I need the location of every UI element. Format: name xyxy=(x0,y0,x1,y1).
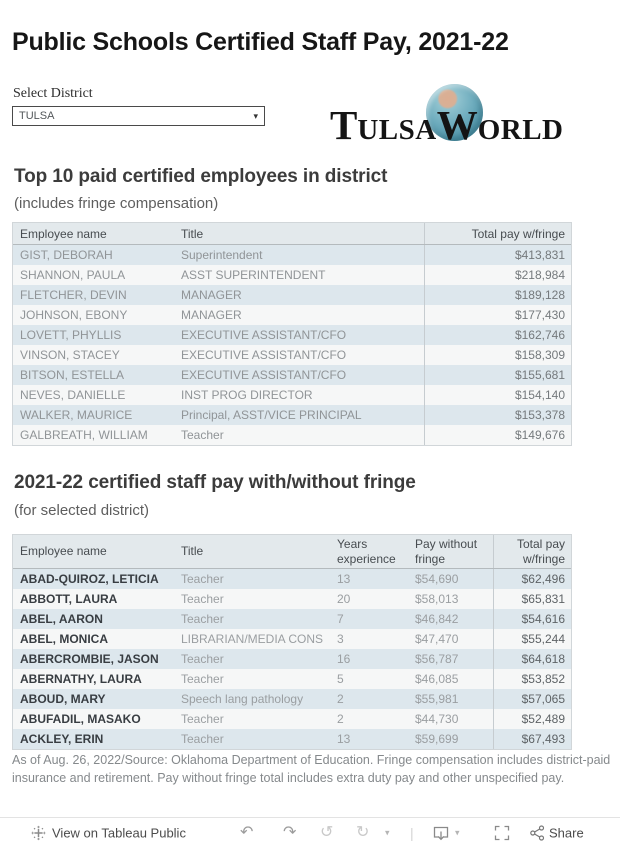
employee-name: GIST, DEBORAH xyxy=(20,248,113,262)
employee-pay: $413,831 xyxy=(424,245,571,265)
district-select-value: TULSA xyxy=(19,110,55,122)
employee-total-pay: $55,244 xyxy=(493,629,571,649)
employee-name: SHANNON, PAULA xyxy=(20,268,126,282)
top10-section-subtitle: (includes fringe compensation) xyxy=(14,195,219,212)
all-staff-section-subtitle: (for selected district) xyxy=(14,502,150,519)
all-staff-section-heading: 2021-22 certified staff pay with/without fringe xyxy=(14,472,416,493)
employee-pay: $155,681 xyxy=(424,365,571,385)
employee-name: LOVETT, PHYLLIS xyxy=(20,328,122,342)
employee-title: LIBRARIAN/MEDIA CONS xyxy=(181,632,324,646)
toolbar-menu-caret-icon[interactable]: ▾ xyxy=(385,827,390,837)
employee-pay: $162,746 xyxy=(424,325,571,345)
column-header-pay-without-fringe: Pay without fringe xyxy=(415,536,478,566)
table-row[interactable] xyxy=(13,729,571,749)
employee-pay: $149,676 xyxy=(424,425,571,445)
employee-name: ABERCROMBIE, JASON xyxy=(20,652,159,666)
employee-pay: $158,309 xyxy=(424,345,571,365)
all-staff-table-header xyxy=(13,535,571,569)
table-row[interactable] xyxy=(13,589,571,609)
column-header-employee-name: Employee name xyxy=(20,226,107,241)
employee-title: MANAGER xyxy=(181,288,242,302)
toolbar-divider: | xyxy=(410,824,414,841)
table-row[interactable] xyxy=(13,629,571,649)
employee-title: Teacher xyxy=(181,572,224,586)
table-row[interactable] xyxy=(13,709,571,729)
employee-years: 7 xyxy=(337,612,344,626)
district-filter-label: Select District xyxy=(13,86,93,101)
employee-pay-without-fringe: $56,787 xyxy=(415,652,459,666)
all-staff-table xyxy=(12,534,572,750)
employee-pay-without-fringe: $47,470 xyxy=(415,632,459,646)
employee-title: Teacher xyxy=(181,592,224,606)
employee-name: WALKER, MAURICE xyxy=(20,408,133,422)
view-on-tableau-public-link[interactable]: View on Tableau Public xyxy=(52,825,186,840)
employee-name: ABBOTT, LAURA xyxy=(20,592,118,606)
employee-name: JOHNSON, EBONY xyxy=(20,308,128,322)
employee-title: INST PROG DIRECTOR xyxy=(181,388,313,402)
table-row[interactable] xyxy=(13,669,571,689)
employee-name: ABUFADIL, MASAKO xyxy=(20,712,141,726)
employee-name: ABAD-QUIROZ, LETICIA xyxy=(20,572,159,586)
employee-name: VINSON, STACEY xyxy=(20,348,120,362)
employee-name: ABERNATHY, LAURA xyxy=(20,672,142,686)
table-row[interactable] xyxy=(13,569,571,589)
employee-title: Teacher xyxy=(181,428,224,442)
table-row[interactable] xyxy=(13,609,571,629)
employee-name: BITSON, ESTELLA xyxy=(20,368,125,382)
employee-name: ABEL, AARON xyxy=(20,612,103,626)
column-header-title: Title xyxy=(181,226,204,241)
employee-title: Speech lang pathology xyxy=(181,692,304,706)
employee-years: 13 xyxy=(337,732,351,746)
employee-pay: $189,128 xyxy=(424,285,571,305)
column-header-years-experience: Years experience xyxy=(337,536,396,566)
tulsa-world-logo-text xyxy=(330,102,564,148)
top10-table-header xyxy=(13,223,571,245)
employee-years: 2 xyxy=(337,692,344,706)
logo-letter: W xyxy=(436,102,478,148)
table-row[interactable] xyxy=(13,345,571,365)
employee-title: Teacher xyxy=(181,732,224,746)
employee-pay-without-fringe: $46,842 xyxy=(415,612,459,626)
redo-icon[interactable]: ↷ xyxy=(283,823,297,841)
employee-pay: $177,430 xyxy=(424,305,571,325)
employee-pay: $154,140 xyxy=(424,385,571,405)
employee-years: 16 xyxy=(337,652,351,666)
employee-title: EXECUTIVE ASSISTANT/CFO xyxy=(181,328,347,342)
employee-name: NEVES, DANIELLE xyxy=(20,388,126,402)
employee-title: Teacher xyxy=(181,652,224,666)
employee-total-pay: $62,496 xyxy=(493,569,571,589)
download-caret-icon[interactable]: ▾ xyxy=(455,827,460,837)
reset-icon[interactable]: ↺ xyxy=(320,823,334,841)
table-row[interactable] xyxy=(13,365,571,385)
employee-title: ASST SUPERINTENDENT xyxy=(181,268,326,282)
employee-total-pay: $54,616 xyxy=(493,609,571,629)
logo-letters: ORLD xyxy=(477,114,564,146)
share-icon[interactable] xyxy=(529,824,546,841)
fullscreen-icon[interactable] xyxy=(494,825,510,841)
employee-years: 5 xyxy=(337,672,344,686)
logo-letter: T xyxy=(330,102,358,148)
employee-years: 2 xyxy=(337,712,344,726)
employee-total-pay: $67,493 xyxy=(493,729,571,749)
tableau-logo-icon[interactable] xyxy=(31,825,46,840)
employee-title: Principal, ASST/VICE PRINCIPAL xyxy=(181,408,362,422)
logo-letters: ULSA xyxy=(357,114,437,146)
employee-title: MANAGER xyxy=(181,308,242,322)
employee-title: Teacher xyxy=(181,612,224,626)
employee-pay-without-fringe: $59,699 xyxy=(415,732,459,746)
top10-table xyxy=(12,222,572,446)
column-header-employee-name: Employee name xyxy=(20,544,107,558)
employee-title: EXECUTIVE ASSISTANT/CFO xyxy=(181,348,347,362)
employee-name: GALBREATH, WILLIAM xyxy=(20,428,148,442)
table-row[interactable] xyxy=(13,689,571,709)
employee-title: Teacher xyxy=(181,672,224,686)
table-row[interactable] xyxy=(13,405,571,425)
employee-years: 3 xyxy=(337,632,344,646)
download-icon[interactable] xyxy=(432,824,450,841)
top10-section-heading: Top 10 paid certified employees in district xyxy=(14,166,388,187)
employee-pay: $218,984 xyxy=(424,265,571,285)
table-row[interactable] xyxy=(13,265,571,285)
employee-total-pay: $57,065 xyxy=(493,689,571,709)
employee-years: 20 xyxy=(337,592,351,606)
employee-pay: $153,378 xyxy=(424,405,571,425)
employee-title: EXECUTIVE ASSISTANT/CFO xyxy=(181,368,347,382)
employee-total-pay: $52,489 xyxy=(493,709,571,729)
refresh-icon[interactable]: ↻ xyxy=(356,823,370,841)
employee-title: Teacher xyxy=(181,712,224,726)
employee-pay-without-fringe: $46,085 xyxy=(415,672,459,686)
employee-title: Superintendent xyxy=(181,248,263,262)
employee-years: 13 xyxy=(337,572,351,586)
employee-name: ABEL, MONICA xyxy=(20,632,108,646)
table-row[interactable] xyxy=(13,325,571,345)
share-button[interactable]: Share xyxy=(549,825,584,840)
table-row[interactable] xyxy=(13,385,571,405)
tableau-toolbar xyxy=(0,817,620,847)
table-row[interactable] xyxy=(13,649,571,669)
tulsa-world-logo xyxy=(330,84,564,148)
employee-pay-without-fringe: $55,981 xyxy=(415,692,459,706)
column-header-total-pay: Total pay w/fringe xyxy=(493,535,571,568)
district-select-dropdown[interactable] xyxy=(12,106,265,126)
employee-name: ABOUD, MARY xyxy=(20,692,106,706)
employee-pay-without-fringe: $58,013 xyxy=(415,592,459,606)
employee-total-pay: $65,831 xyxy=(493,589,571,609)
undo-icon[interactable]: ↶ xyxy=(240,823,254,841)
page-title: Public Schools Certified Staff Pay, 2021-22 xyxy=(12,28,509,56)
chevron-down-icon: ▾ xyxy=(253,110,258,121)
table-row[interactable] xyxy=(13,305,571,325)
employee-total-pay: $64,618 xyxy=(493,649,571,669)
employee-name: FLETCHER, DEVIN xyxy=(20,288,127,302)
column-header-total-pay: Total pay w/fringe xyxy=(424,223,571,244)
source-caption: As of Aug. 26, 2022/Source: Oklahoma Department of Education. Fringe compensation includes district-paid insurance and retirement. Pay without fringe total includes extra duty pay and other unspecified pay. xyxy=(12,753,611,785)
column-header-title: Title xyxy=(181,544,204,558)
employee-pay-without-fringe: $44,730 xyxy=(415,712,459,726)
table-row[interactable] xyxy=(13,425,571,445)
employee-name: ACKLEY, ERIN xyxy=(20,732,104,746)
table-row[interactable] xyxy=(13,245,571,265)
employee-pay-without-fringe: $54,690 xyxy=(415,572,459,586)
employee-total-pay: $53,852 xyxy=(493,669,571,689)
table-row[interactable] xyxy=(13,285,571,305)
